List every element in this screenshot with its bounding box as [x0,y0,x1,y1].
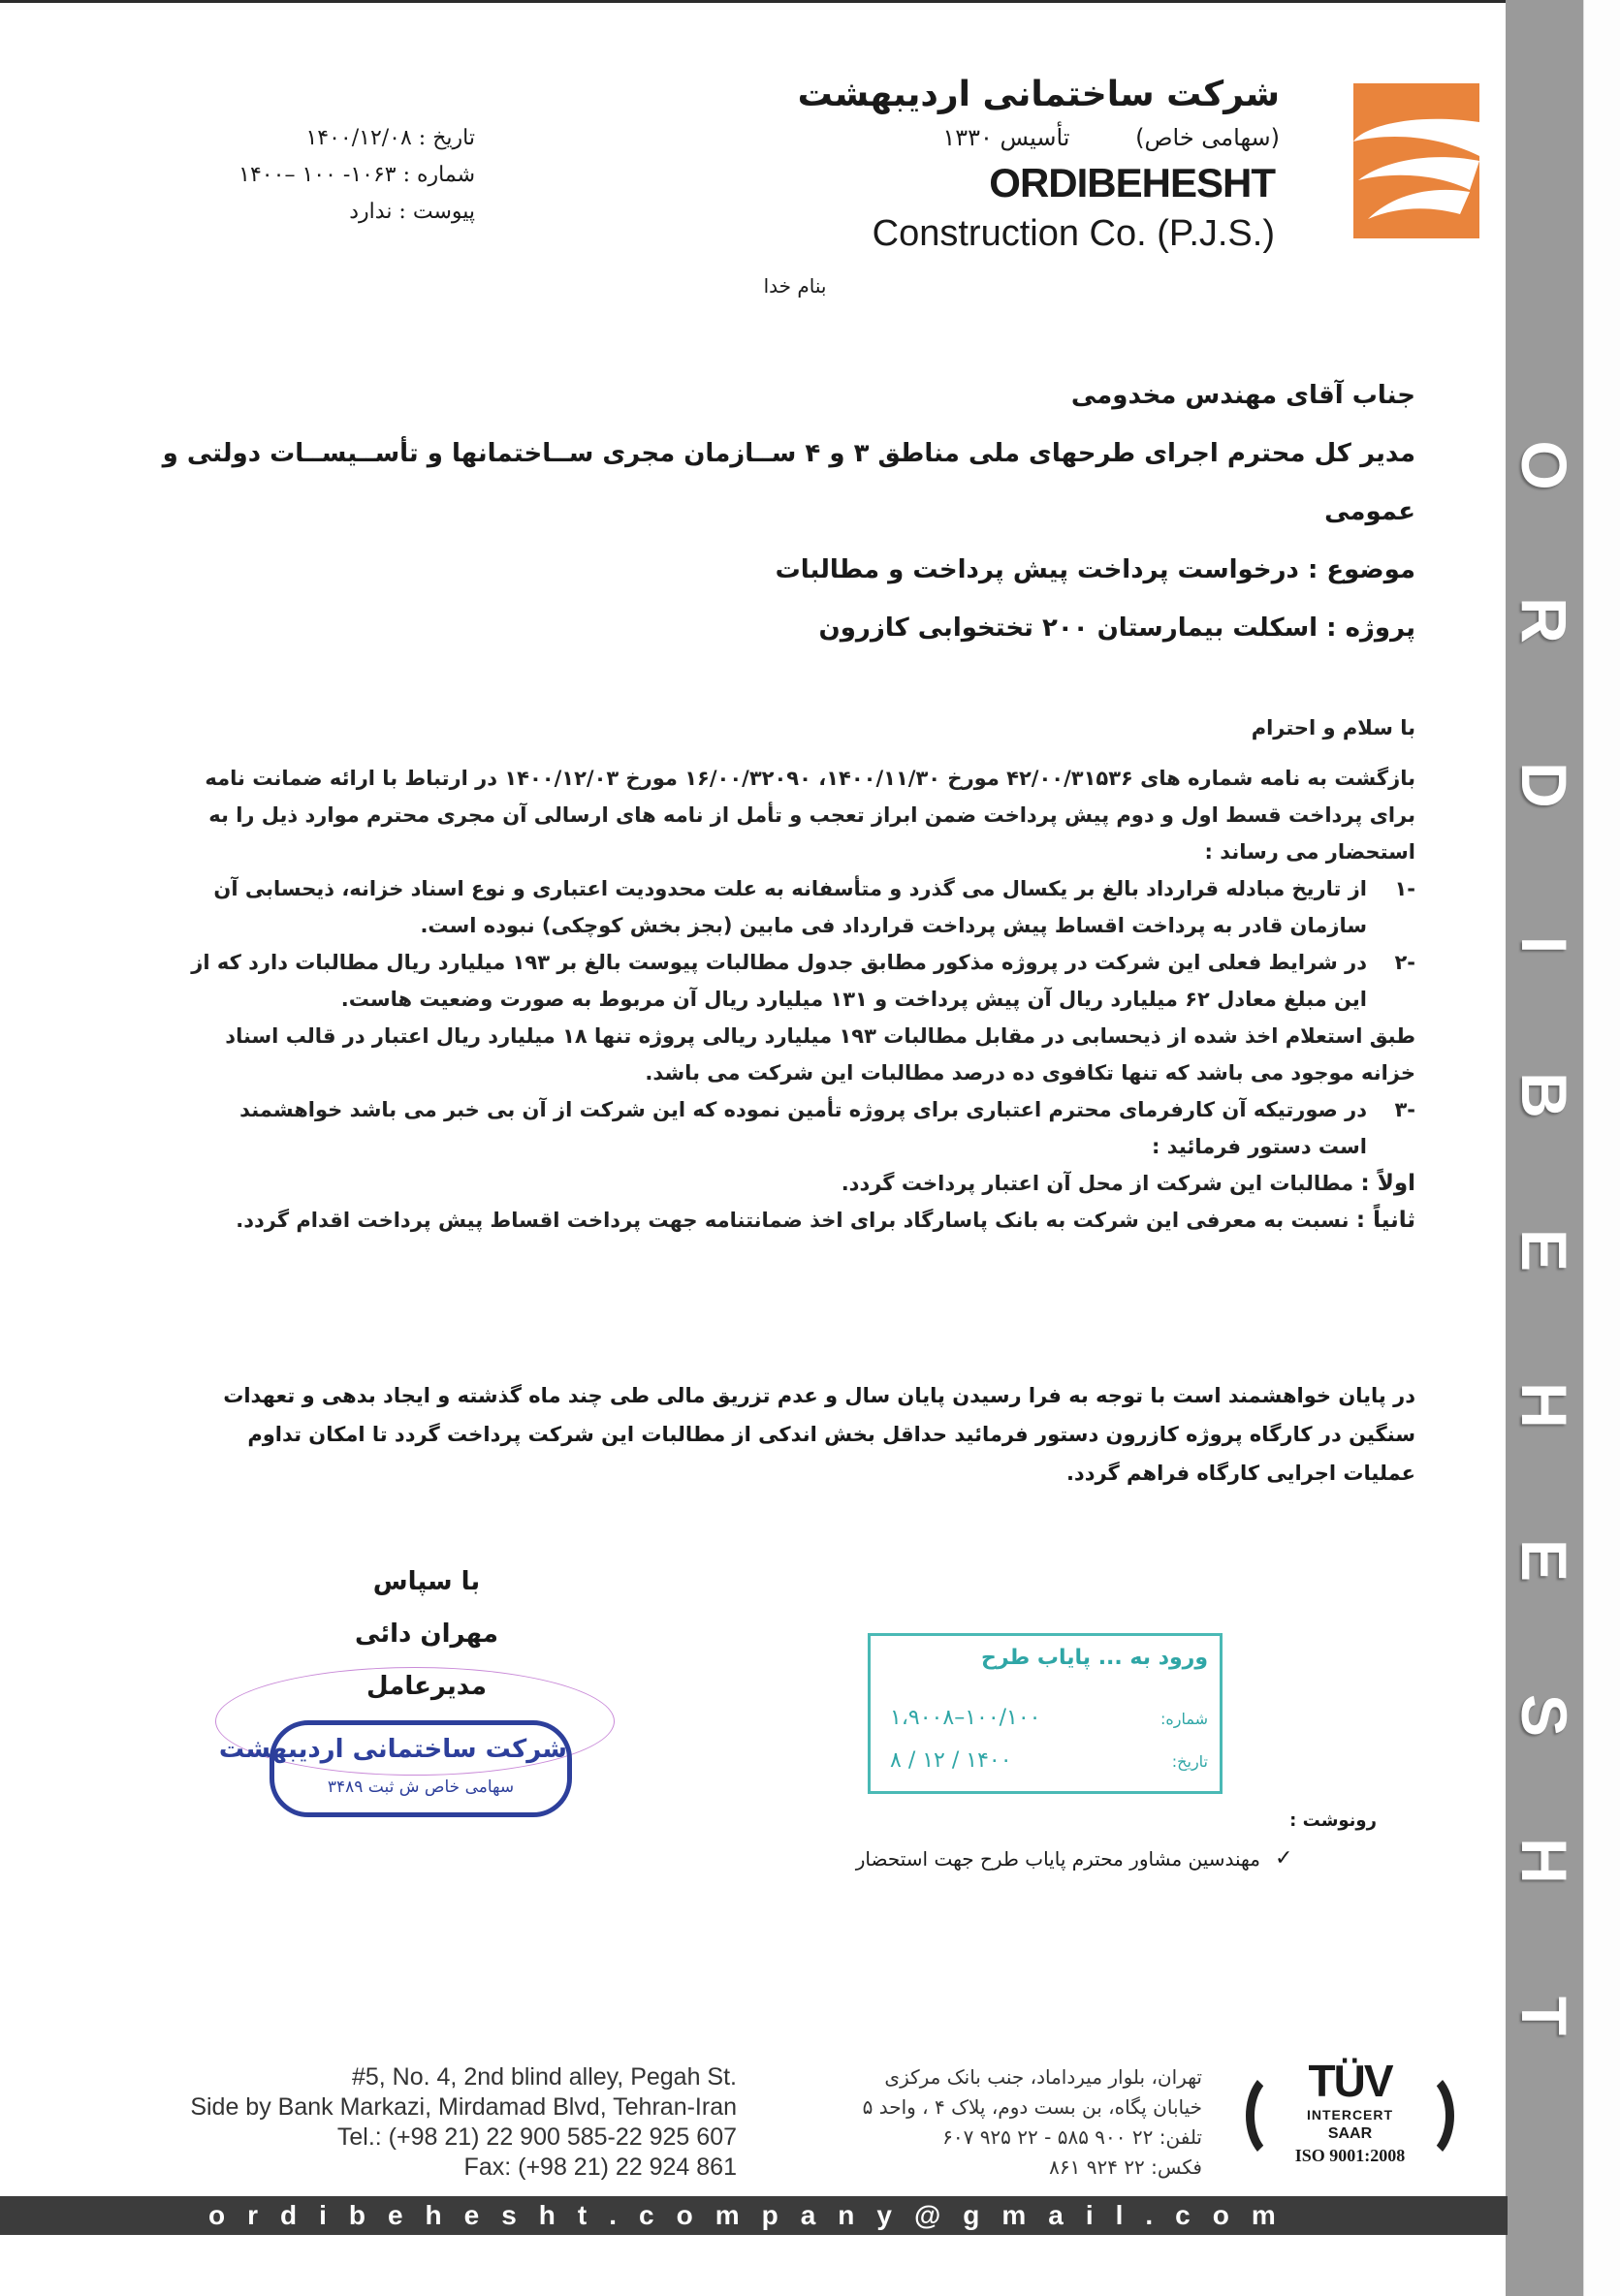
intro-paragraph: بازگشت به نامه شماره های ۴۲/۰۰/۳۱۵۳۶ مورخ ۱۴۰۰/۱۱/۳۰، ۱۶/۰۰/۳۲۰۹۰ مورخ ۱۴۰۰/۱۲/۰۳ در ارتباط با ارائه ضمانت نامه برای پرداخت قسط اول و دوم پیش پرداخت ضمن ابراز تعجب و تأمل از نامه های ارسالی آن مجری محترم موارد ذیل را به استحضار می رساند : [205,767,1415,864]
company-stamp [218,1720,572,1817]
fax-line: Fax: (+98 21) 22 924 861 [463,2154,737,2181]
signature-block [291,1556,562,1713]
entry-stamp-title: ورود به ... پایاب طرح [980,1646,1208,1670]
sidebar-letter: T [1509,1996,1580,2036]
signatory-name: مهران دائی [355,1620,498,1649]
cert-line1: INTERCERT [1306,2107,1394,2123]
letter-project: پروژه : اسکلت بیمارستان ۲۰۰ تختخوابی کازرون [818,613,1415,643]
sidebar-letter: S [1509,1693,1580,1738]
sidebar-letter: I [1509,935,1580,955]
secondly-line [184,1202,1415,1239]
signature-thanks: با سپاس [372,1567,481,1596]
entry-number-label: شماره: [1159,1710,1208,1728]
logo-swoosh-icon [1353,83,1479,238]
addressee-title: مدیر کل محترم اجرای طرحهای ملی مناطق ۳ و ۴ ســازمان مجری ســاختمانها و تأســیســات دولتی و [162,439,1415,468]
sidebar-letter: O [1509,440,1580,490]
sidebar-letter: E [1509,1538,1580,1583]
sidebar-letter: R [1509,597,1580,644]
address-line: #5, No. 4, 2nd blind alley, Pegah St. [351,2063,737,2091]
sidebar-letter: D [1509,762,1580,808]
company-subtitle [834,120,1280,155]
fax-line: فکس: ۲۲ ۹۲۴ ۸۶۱ [1049,2155,1202,2179]
sidebar-letter: H [1509,1382,1580,1429]
inquiry-paragraph: طبق استعلام اخذ شده از ذیحسابی در مقابل مطالبات ۱۹۳ میلیارد ریالی پروژه تنها ۱۸ میلیارد ریال اعتبار در قالب اسناد خزانه موجود می باشد که تنها تکافوی ده درصد مطالبات این شرکت می باشد. [225,1024,1415,1085]
letter-date: تاریخ : ۱۴۰۰/۱۲/۰۸ [305,126,475,150]
cc-item: مهندسین مشاور محترم پایاب طرح جهت استحضار [855,1847,1260,1871]
item-text: در شرایط فعلی این شرکت در پروژه مذکور مطابق جدول مطالبات پیوست بالغ بر ۱۹۳ میلیارد ریال مطالبات دارد که از این مبلغ معادل ۶۲ میلیارد ریال آن پیش پرداخت و ۱۳۱ میلیارد ریال آن مربوط به صورت وضعیت هاست. [191,951,1367,1011]
sidebar-letter: H [1509,1838,1580,1884]
phone-line: Tel.: (+98 21) 22 900 585-22 925 607 [336,2123,737,2151]
addressee-block [162,366,1415,657]
item-text: از تاریخ مبادله قرارداد بالغ بر یکسال می گذرد و متأسفانه به علت محدودیت اعتباری و نوع اسناد خزانه، ذیحسابی آن سازمان قادر به پرداخت اقساط پیش پرداخت قرارداد فی مابین (بجز بخش کوچکی) نبوده است. [213,877,1367,937]
footer-address-fa [756,2062,1202,2183]
stamp-company-name: شرکت ساختمانی اردیبهشت [218,1735,567,1764]
signatory-title: مدیرعامل [366,1672,487,1701]
closing-paragraph: در پایان خواهشمند است با توجه به فرا رسیدن پایان سال و عدم تزریق مالی طی چند ماه گذشته و ایجاد بدهی و تعهدات سنگین در کارگاه پروژه کازرون دستور فرمائید حداقل بخش اندکی از مطالبات این شرکت پرداخت گردد تا امکان تداوم عملیات اجرایی کارگاه فراهم گردد. [223,1384,1415,1485]
checkmark-icon: ✓ [1275,1846,1293,1871]
cert-standard: ISO 9001:2008 [1294,2146,1406,2165]
page-edge [1583,0,1620,2296]
item-number: -۳ [1394,1098,1415,1121]
cert-arc-icon [1387,2068,1454,2163]
letter-attachment: پیوست : ندارد [349,200,475,224]
entry-date-value: ۱۴۰۰ / ۱۲ / ۸ [890,1748,1012,1773]
address-line: Side by Bank Markazi, Mirdamad Blvd, Tehran-Iran [190,2093,737,2121]
cert-arc-icon [1246,2068,1313,2163]
company-name-en: ORDIBEHESHT [989,160,1275,205]
item-number: -۱ [1394,877,1415,900]
address-line: تهران، بلوار میرداماد، جنب بانک مرکزی [884,2065,1202,2089]
stamp-registration: سهامی خاص ش ثبت ۳۴۸۹ [327,1777,515,1797]
list-item [184,1091,1415,1165]
item-text: در صورتیکه آن کارفرمای محترم اعتباری برای پروژه تأمین نموده که این شرکت از آن بی خبر می باشد خواهشمند است دستور فرمائید : [239,1098,1367,1158]
sidebar-letter: B [1509,1072,1580,1118]
company-type: (سهامی خاص) [1135,124,1280,151]
brand-sidebar [1506,0,1583,2296]
letter-body [184,709,1415,1239]
entry-number-value: ۱۰۰/۱۰۰–۱،۹۰۰۸ [890,1706,1041,1730]
sidebar-letter: E [1509,1228,1580,1273]
company-name-fa: شرکت ساختمانی اردیبهشت [797,75,1280,114]
footer-email[interactable]: ordibehesht.company@gmail.com [0,2196,1508,2235]
letter-number: شماره : ۱۰۶۳- ۱۰۰ –۱۴۰۰ [238,163,475,187]
letter-meta [145,120,475,231]
addressee-title-cont: عمومی [1324,497,1415,526]
top-border [0,0,1620,3]
phone-line: تلفن: ۲۲ ۹۰۰ ۵۸۵ - ۲۲ ۹۲۵ ۶۰۷ [942,2125,1202,2149]
firstly-label: اولاً : [1360,1171,1415,1196]
greeting: با سلام و احترام [1251,716,1415,739]
company-logo [1348,78,1485,244]
company-name-en-sub: Construction Co. (P.J.S.) [872,213,1275,254]
entry-stamp [868,1633,1223,1794]
footer-address-en [107,2062,737,2183]
secondly-label: ثانیاً : [1355,1208,1415,1233]
list-item [184,870,1415,944]
founded-year: تأسیس ۱۳۳۰ [942,124,1070,151]
firstly-text: مطالبات این شرکت از محل آن اعتبار پرداخت گردد. [841,1172,1354,1195]
iso-cert-logo [1246,2057,1454,2183]
cert-brand: TÜV [1308,2056,1392,2106]
letter-subject: موضوع : درخواست پرداخت پیش پرداخت و مطالبات [775,555,1415,584]
item-number: -۲ [1394,951,1415,974]
secondly-text: نسبت به معرفی این شرکت به بانک پاسارگاد برای اخذ ضمانتنامه جهت پرداخت اقساط پیش پرداخت اقدام گردد. [236,1209,1350,1232]
cert-line2: SAAR [1327,2125,1373,2142]
cc-label: رونوشت : [1289,1810,1377,1831]
list-item [184,944,1415,1018]
firstly-line [184,1165,1415,1202]
addressee-name: جناب آقای مهندس مخدومی [1070,381,1415,410]
bismillah: بنام خدا [763,274,827,298]
entry-date-label: تاریخ: [1171,1752,1208,1771]
address-line: خیابان پگاه، بن بست دوم، پلاک ۴ ، واحد ۵ [862,2095,1202,2119]
